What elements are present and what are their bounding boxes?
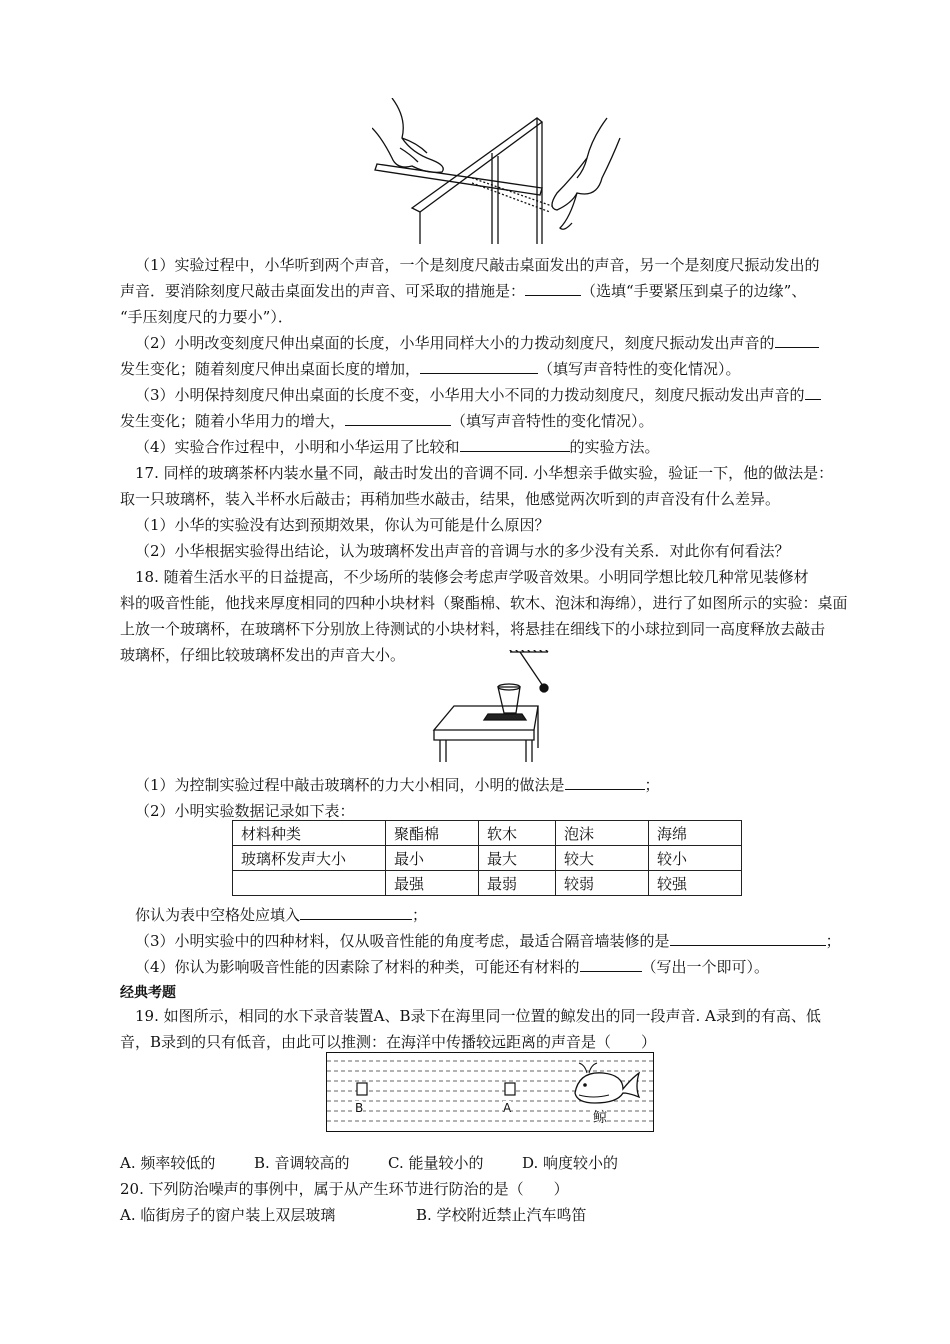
q17-line1: 17. 同样的玻璃茶杯内装水量不同，敲击时发出的音调不同. 小华想亲手做实验，验证一下，他的做法是： — [135, 464, 834, 482]
q16-part2-line2: 发生变化；随着刻度尺伸出桌面长度的增加， （填写声音特性的变化情况）。 — [120, 360, 741, 378]
table-cell: 最强 — [386, 871, 479, 896]
recorder-a-icon — [505, 1083, 515, 1095]
answer-blank[interactable] — [580, 956, 642, 972]
q17-line2: 取一只玻璃杯，装入半杯水后敲击；再稍加些水敲击，结果，他感觉两次听到的声音没有什么差异。 — [120, 490, 781, 508]
q18-line3: 上放一个玻璃杯，在玻璃杯下分别放上待测试的小块材料，将悬挂在细线下的小球拉到同一高度释放去敲击 — [120, 620, 826, 638]
ocean-figure — [326, 1052, 654, 1132]
q16-part4: （4）实验合作过程中，小明和小华运用了比较和 的实验方法。 — [135, 438, 660, 456]
q16-part3-line1: （3）小明保持刻度尺伸出桌面的长度不变，小华用大小不同的力拨动刻度尺，刻度尺振动发出声音的 — [135, 382, 875, 408]
q17-sub1: （1）小华的实验没有达到预期效果，你认为可能是什么原因？ — [135, 516, 550, 534]
answer-blank[interactable] — [670, 930, 826, 946]
table-cell-empty[interactable] — [233, 871, 386, 896]
label-a: A — [503, 1101, 512, 1115]
q18-sub2: （2）小明实验数据记录如下表： — [135, 802, 355, 820]
table-cell: 较小 — [649, 846, 742, 871]
table-cell: 软木 — [479, 821, 556, 846]
table-cell: 最弱 — [479, 871, 556, 896]
q20-option-b[interactable]: B. 学校附近禁止汽车鸣笛 — [416, 1206, 587, 1224]
table-cell: 最小 — [386, 846, 479, 871]
table-cell: 较弱 — [556, 871, 649, 896]
table-row — [233, 821, 742, 846]
recorder-b-icon — [357, 1083, 367, 1095]
q20-option-a[interactable]: A. 临街房子的窗户装上双层玻璃 — [120, 1206, 336, 1224]
answer-blank[interactable] — [460, 436, 570, 452]
q19-options — [120, 1150, 860, 1176]
answer-blank[interactable] — [805, 384, 821, 400]
label-b: B — [355, 1101, 364, 1115]
answer-blank[interactable] — [345, 410, 451, 426]
q16-part1-line1: （1）实验过程中，小华听到两个声音，一个是刻度尺敲击桌面发出的声音，另一个是刻度尺振动发出的 — [135, 256, 820, 274]
answer-blank[interactable] — [420, 358, 538, 374]
q18-sub3: （3）小明实验中的四种材料，仅从吸音性能的角度考虑，最适合隔音墙装修的是 ； — [135, 932, 841, 950]
table-row — [233, 846, 742, 871]
q18-line4: 玻璃杯，仔细比较玻璃杯发出的声音大小。 — [120, 646, 406, 664]
q16-part1-line3: “手压刻度尺的力要小”）． — [120, 308, 293, 326]
q19-option-a[interactable]: A. 频率较低的 — [120, 1154, 216, 1172]
q18-fill: 你认为表中空格处应填入 ； — [135, 906, 428, 924]
q20-options — [120, 1202, 860, 1228]
table-cell: 最大 — [479, 846, 556, 871]
table-cell: 玻璃杯发声大小 — [233, 846, 386, 871]
q19-option-b[interactable]: B. 音调较高的 — [254, 1154, 350, 1172]
table-cell: 较大 — [556, 846, 649, 871]
q17-sub2: （2）小华根据实验得出结论，认为玻璃杯发出声音的音调与水的多少没有关系．对此你有何看法？ — [135, 542, 790, 560]
answer-blank[interactable] — [525, 280, 581, 296]
table-cell: 材料种类 — [233, 821, 386, 846]
table-cell: 较强 — [649, 871, 742, 896]
data-table — [232, 820, 742, 896]
q16-part1-line2: 声音．要消除刻度尺敲击桌面发出的声音、可采取的措施是： （选填“手要紧压到桌子的边缘”、 — [120, 282, 807, 300]
q18-line1: 18. 随着生活水平的日益提高，不少场所的装修会考虑声学吸音效果。小明同学想比较几种常见装修材 — [135, 568, 809, 586]
q19-option-d[interactable]: D. 响度较小的 — [522, 1154, 619, 1172]
label-whale: 鲸 — [593, 1107, 607, 1127]
q18-sub1: （1）为控制实验过程中敲击玻璃杯的力大小相同，小明的做法是 ； — [135, 776, 660, 794]
ruler-experiment-figure — [372, 98, 622, 244]
table-cell: 泡沫 — [556, 821, 649, 846]
q19-option-c[interactable]: C. 能量较小的 — [388, 1154, 484, 1172]
answer-blank[interactable] — [300, 904, 412, 920]
q16-part3-line2: 发生变化；随着小华用力的增大， （填写声音特性的变化情况）。 — [120, 412, 654, 430]
section-heading: 经典考题 — [120, 985, 176, 1001]
q16-part2-line1: （2）小明改变刻度尺伸出桌面的长度，小华用同样大小的力拨动刻度尺，刻度尺振动发出声音的 — [135, 330, 875, 356]
pendulum-glass-figure — [430, 650, 560, 764]
q18-sub4: （4）你认为影响吸音性能的因素除了材料的种类，可能还有材料的 （写出一个即可）。 — [135, 958, 770, 976]
whale-icon — [575, 1063, 639, 1103]
q20-line1: 20. 下列防治噪声的事例中，属于从产生环节进行防治的是（ ） — [120, 1180, 569, 1198]
q19-line1: 19. 如图所示，相同的水下录音装置A、B录下在海里同一位置的鲸发出的同一段声音. A录到的有高、低 — [135, 1007, 821, 1025]
answer-blank[interactable] — [775, 332, 819, 348]
q19-line2: 音，B录到的只有低音，由此可以推测：在海洋中传播较远距离的声音是（ ） — [120, 1033, 657, 1051]
table-cell: 聚酯棉 — [386, 821, 479, 846]
q18-line2: 料的吸音性能，他找来厚度相同的四种小块材料（聚酯棉、软木、泡沫和海绵），进行了如图所示的实验：桌面 — [120, 594, 848, 612]
answer-blank[interactable] — [565, 774, 645, 790]
table-row — [233, 871, 742, 896]
table-cell: 海绵 — [649, 821, 742, 846]
